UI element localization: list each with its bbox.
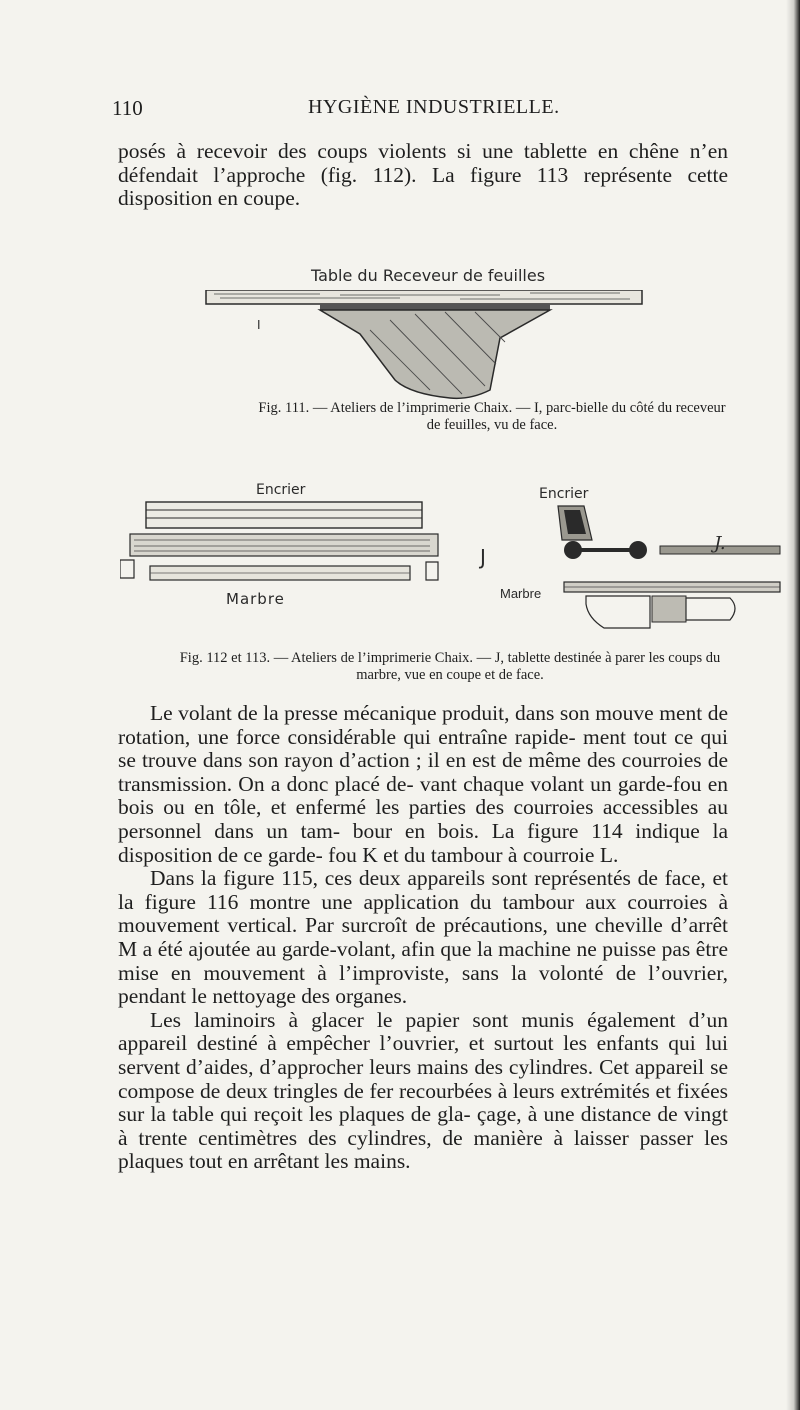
text-line: cette disposition en coupe. — [118, 162, 729, 211]
text-line: Les laminoirs à glacer le papier sont munis également d’un — [150, 1007, 728, 1032]
text-line: mains. — [353, 1149, 411, 1174]
figure-111-drawing — [200, 290, 650, 400]
figure-112-j-label: J — [480, 545, 486, 569]
caption-line: de feuilles, vu de face. — [426, 417, 558, 433]
caption-line: marbre, vue en coupe et de face. — [356, 667, 544, 683]
caption-line: Fig. 112 et 113. — Ateliers de l’imprimerie Chaix. — J, tablette destinée à parer les coups du — [179, 650, 721, 666]
text-line: ment tout ce qui se trouve dans son rayon d’action ; il en est — [118, 724, 729, 773]
text-line: çage, à une distance de vingt à trente centimètres des cylindres, — [118, 1102, 728, 1150]
text-line: de même des courroies de transmission. On a donc placé de- — [118, 748, 728, 796]
figure-112-marbre-label: Marbre — [226, 590, 285, 608]
text-line: Le volant de la presse mécanique produit, dans son mouve — [150, 701, 654, 725]
figure-113-marbre-label: Marbre — [500, 586, 542, 601]
page-edge-shadow — [786, 0, 800, 1410]
figure-111-caption — [202, 400, 782, 434]
figure-113-j-label: J. — [714, 533, 726, 554]
text-line: extrémités et fixées sur la table qui reçoit les plaques de gla- — [118, 1078, 728, 1127]
text-line: fou K et du tambour à courroie L. — [328, 842, 619, 867]
running-head: HYGIÈNE INDUSTRIELLE. — [308, 96, 560, 118]
caption-line: Fig. 111. — Ateliers de l’imprimerie Chaix. — I, parc-bielle du côté du receveur — [258, 400, 726, 416]
paragraph-intro — [118, 140, 728, 211]
text-line: les parties des courroies accessibles au personnel dans un tam- — [118, 795, 729, 843]
text-line: n’en défendait l’approche (fig. 112). La figure 113 représente — [118, 139, 728, 187]
text-line: face, et la figure 116 montre une application du tambour aux — [118, 866, 729, 914]
page-header — [112, 96, 732, 124]
text-line: courroies à mouvement vertical. Par surcroît de précautions, — [118, 889, 729, 938]
text-line: bour en bois. La figure 114 indique la disposition de ce garde- — [118, 818, 728, 867]
text-line: vant chaque volant un garde-fou en bois ou en tôle, et enfermé — [118, 771, 728, 820]
text-line: appareil destiné à empêcher l’ouvrier, et surtout les enfants qui — [118, 1031, 696, 1056]
figure-111-label: Table du Receveur de feuilles — [310, 266, 546, 285]
text-line: Dans la figure 115, ces deux appareils sont représentés de — [150, 866, 658, 891]
figure-112-encrier-label: Encrier — [256, 482, 306, 498]
figure-112-113-caption — [110, 650, 790, 684]
text-line: ment de rotation, une force considérable qui entraîne rapide- — [118, 701, 728, 749]
figure-113-encrier-label: Encrier — [539, 486, 589, 502]
figure-113-drawing — [500, 500, 790, 630]
text-line: appareil se compose de deux tringles de fer recourbées à leurs — [118, 1054, 728, 1103]
figure-111-mark-i: I — [257, 318, 261, 332]
text-line: de manière à laisser passer les plaques tout en arrêtant les — [118, 1125, 728, 1174]
text-line: une cheville d’arrêt M a été ajoutée au garde-volant, afin que la — [118, 913, 728, 961]
text-line: machine ne puisse pas être mise en mouvement à l’improviste, — [118, 936, 729, 985]
text-line: sans la volonté de l’ouvrier, pendant le nettoyage des organes. — [118, 960, 729, 1009]
text-line: lui servent d’aides, d’approcher leurs mains des cylindres. Cet — [118, 1031, 729, 1079]
text-line: posés à recevoir des coups violents si une tablette en chêne — [118, 139, 680, 163]
paragraph-body — [118, 702, 728, 1174]
page-number: 110 — [112, 96, 143, 120]
